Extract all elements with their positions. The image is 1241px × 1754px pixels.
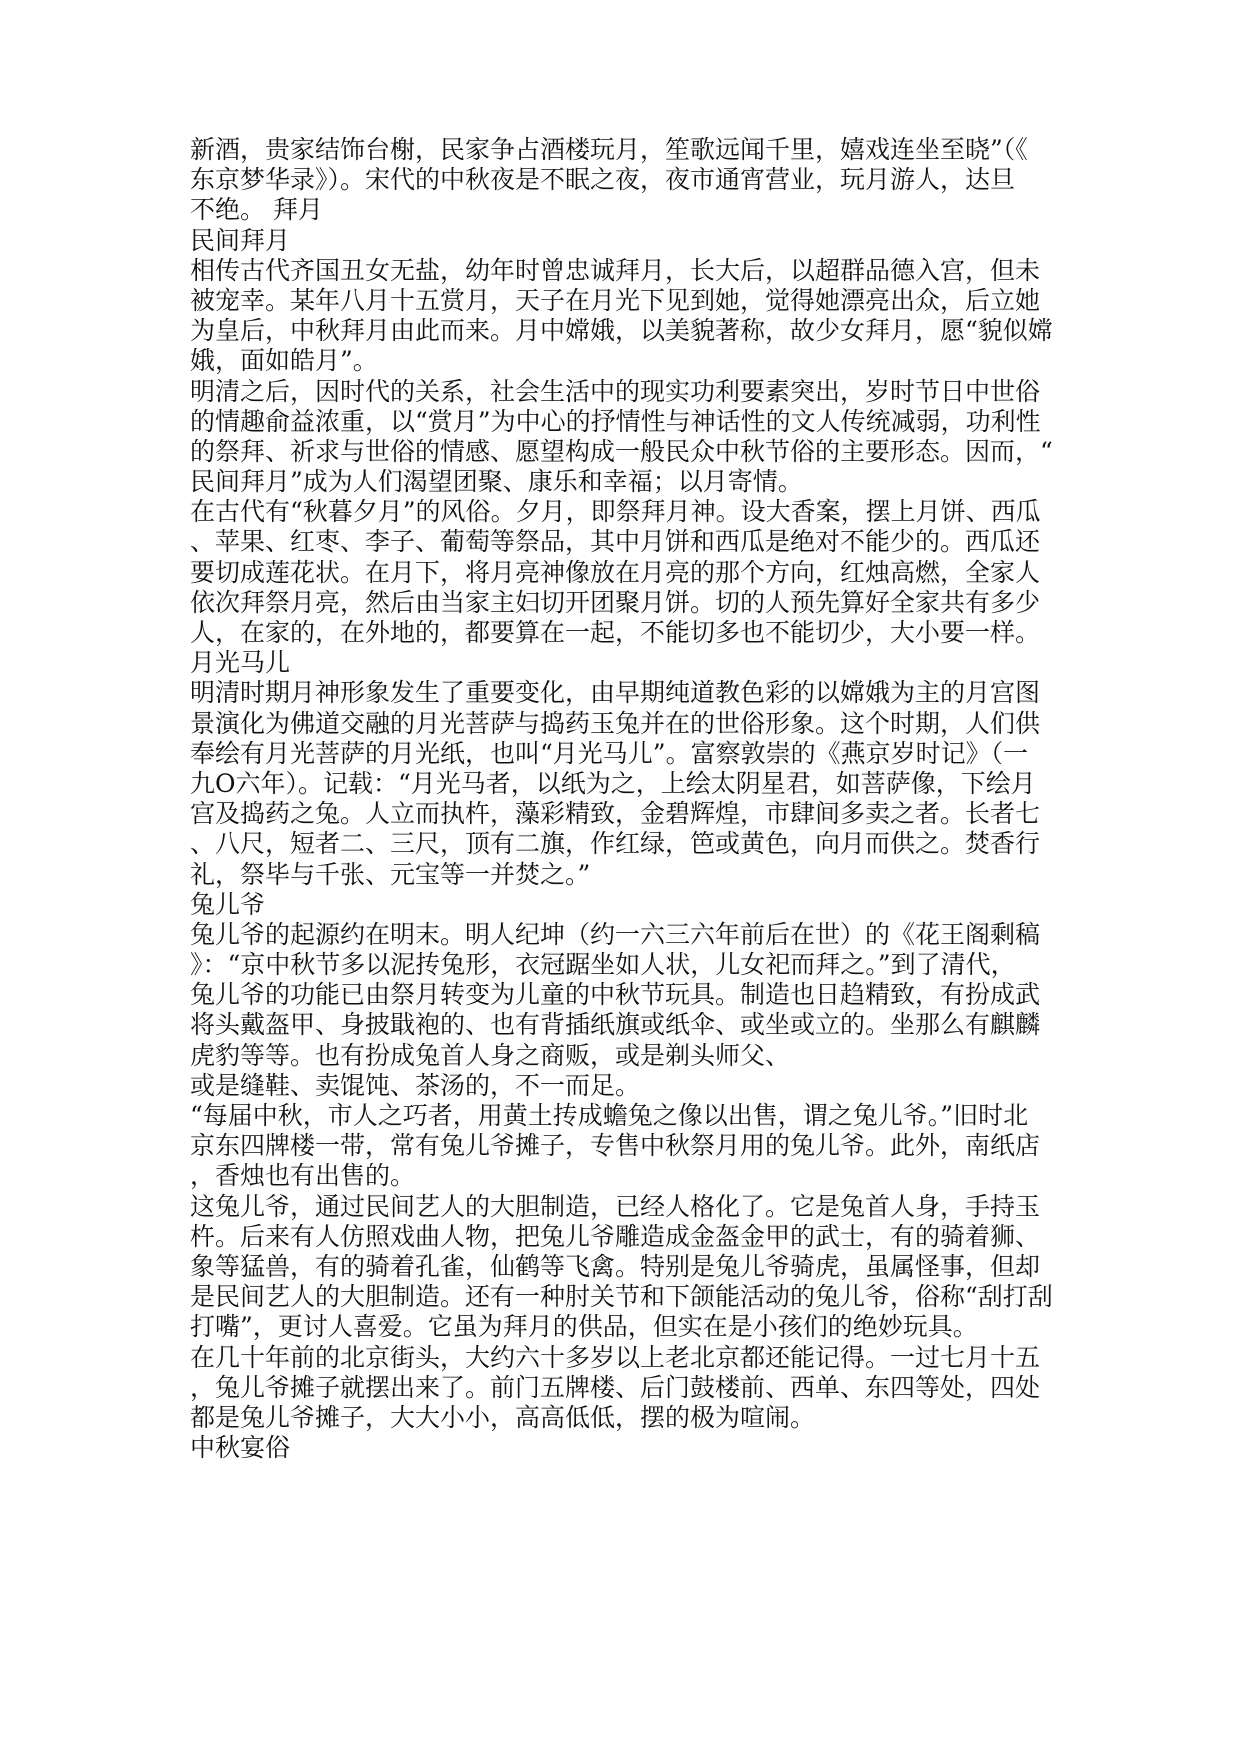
text-line: 东京梦华录》）。宋代的中秋夜是不眠之夜，夜市通宵营业，玩月游人，达旦	[190, 165, 1016, 195]
section-mid-autumn-feast	[190, 1433, 1190, 1463]
text-line: 将头戴盔甲、身披戢袍的、也有背插纸旗或纸伞、或坐或立的。坐那么有麒麟	[190, 1010, 1041, 1040]
text-line: 》：“京中秋节多以泥抟兔形，衣冠踞坐如人状，儿女祀而拜之。”到了清代，	[190, 950, 1016, 980]
document-body	[190, 135, 1190, 1463]
text-line: 兔儿爷的起源约在明末。明人纪坤（约一六三六年前后在世）的《花王阁剩稿	[190, 919, 1041, 949]
text-line: 这兔儿爷，通过民间艺人的大胆制造，已经人格化了。它是兔首人身，手持玉	[190, 1191, 1041, 1221]
text-line: “每届中秋，市人之巧者，用黄土抟成蟾兔之像以出售，谓之兔儿爷。”旧时北	[190, 1101, 1029, 1130]
text-line: 九O六年）。记载：“月光马者，以纸为之，上绘太阴星君，如菩萨像，下绘月	[190, 768, 1036, 798]
section-intro	[190, 135, 1190, 226]
paragraph	[190, 1101, 1190, 1192]
paragraph	[190, 497, 1190, 648]
text-line: 不绝。 拜月	[190, 195, 323, 225]
text-line: 娥，面如皓月”。	[190, 346, 378, 376]
text-line: 象等猛兽，有的骑着孔雀，仙鹤等飞禽。特别是兔儿爷骑虎，虽属怪事，但却	[190, 1251, 1041, 1281]
text-line: 新酒，贵家结饰台榭，民家争占酒楼玩月，笙歌远闻千里，嬉戏连坐至晓”（《	[190, 135, 1028, 164]
section-moonlight-paper	[190, 648, 1190, 890]
paragraph	[190, 1343, 1190, 1434]
text-line: 打嘴”，更讨人喜爱。它虽为拜月的供品，但实在是小孩们的绝妙玩具。	[190, 1312, 978, 1342]
text-line: ，兔儿爷摊子就摆出来了。前门五牌楼、后门鼓楼前、西单、东四等处，四处	[190, 1372, 1041, 1402]
text-line: 杵。后来有人仿照戏曲人物，把兔儿爷雕造成金盔金甲的武士，有的骑着狮、	[190, 1221, 1041, 1251]
text-line: 或是缝鞋、卖馄饨、茶汤的，不一而足。	[190, 1070, 641, 1100]
text-line: 明清时期月神形象发生了重要变化，由早期纯道教色彩的以嫦娥为主的月宫图	[190, 678, 1041, 708]
paragraph	[190, 135, 1190, 226]
paragraph	[190, 377, 1190, 498]
section-heading: 中秋宴俗	[190, 1433, 291, 1463]
paragraph	[190, 256, 1190, 377]
paragraph	[190, 678, 1190, 889]
text-line: 明清之后，因时代的关系，社会生活中的现实功利要素突出，岁时节日中世俗	[190, 376, 1041, 406]
section-folk-moon-worship	[190, 226, 1190, 649]
text-line: 宫及捣药之兔。人立而执杵，藻彩精致，金碧辉煌，市肆间多卖之者。长者七	[190, 799, 1041, 829]
section-heading: 兔儿爷	[190, 889, 266, 919]
text-line: 、八尺，短者二、三尺，顶有二旗，作红绿，笆或黄色，向月而供之。焚香行	[190, 829, 1041, 859]
text-line: 礼，祭毕与千张、元宝等一并焚之。”	[190, 859, 591, 889]
text-line: 是民间艺人的大胆制造。还有一种肘关节和下颌能活动的兔儿爷，俗称“刮打刮	[190, 1282, 1053, 1312]
text-line: 的情趣俞益浓重，以“赏月”为中心的抒情性与神话性的文人传统减弱，功利性	[190, 406, 1041, 436]
text-line: 人，在家的，在外地的，都要算在一起，不能切多也不能切少，大小要一样。	[190, 618, 1041, 647]
text-line: 民间拜月”成为人们渴望团聚、康乐和幸福；以月寄情。	[190, 467, 803, 497]
text-line: 奉绘有月光菩萨的月光纸，也叫“月光马儿”。富察敦崇的《燕京岁时记》（一	[190, 738, 1029, 768]
text-line: ，香烛也有出售的。	[190, 1161, 416, 1191]
text-line: 被宠幸。某年八月十五赏月，天子在月光下见到她，觉得她漂亮出众，后立她	[190, 285, 1041, 315]
text-line: 虎豹等等。也有扮成兔首人身之商贩，或是剃头师父、	[190, 1040, 791, 1070]
text-line: 相传古代齐国丑女无盐，幼年时曾忠诚拜月，长大后，以超群品德入宫，但未	[190, 255, 1041, 285]
paragraph	[190, 920, 1190, 1071]
text-line: 兔儿爷的功能已由祭月转变为儿童的中秋节玩具。制造也日趋精致，有扮成武	[190, 980, 1041, 1010]
text-line: 的祭拜、祈求与世俗的情感、愿望构成一般民众中秋节俗的主要形态。因而，“	[190, 436, 1053, 466]
text-line: 在几十年前的北京街头，大约六十多岁以上老北京都还能记得。一过七月十五	[190, 1342, 1041, 1372]
section-heading: 月光马儿	[190, 648, 291, 678]
text-line: 景演化为佛道交融的月光菩萨与捣药玉兔并在的世俗形象。这个时期，人们供	[190, 708, 1041, 738]
paragraph	[190, 1192, 1190, 1343]
paragraph	[190, 1071, 1190, 1101]
text-line: 、苹果、红枣、李子、葡萄等祭品，其中月饼和西瓜是绝对不能少的。西瓜还	[190, 527, 1041, 557]
text-line: 依次拜祭月亮，然后由当家主妇切开团聚月饼。切的人预先算好全家共有多少	[190, 587, 1041, 617]
text-line: 在古代有“秋暮夕月”的风俗。夕月，即祭拜月神。设大香案，摆上月饼、西瓜	[190, 497, 1041, 527]
section-rabbit-god	[190, 890, 1190, 1433]
text-line: 都是兔儿爷摊子，大大小小，高高低低，摆的极为喧闹。	[190, 1402, 816, 1432]
text-line: 为皇后，中秋拜月由此而来。月中嫦娥，以美貌著称，故少女拜月，愿“貌似嫦	[190, 316, 1053, 346]
text-line: 京东四牌楼一带，常有兔儿爷摊子，专售中秋祭月用的兔儿爷。此外，南纸店	[190, 1131, 1041, 1161]
section-heading: 民间拜月	[190, 225, 291, 255]
text-line: 要切成莲花状。在月下，将月亮神像放在月亮的那个方向，红烛高燃，全家人	[190, 557, 1041, 587]
